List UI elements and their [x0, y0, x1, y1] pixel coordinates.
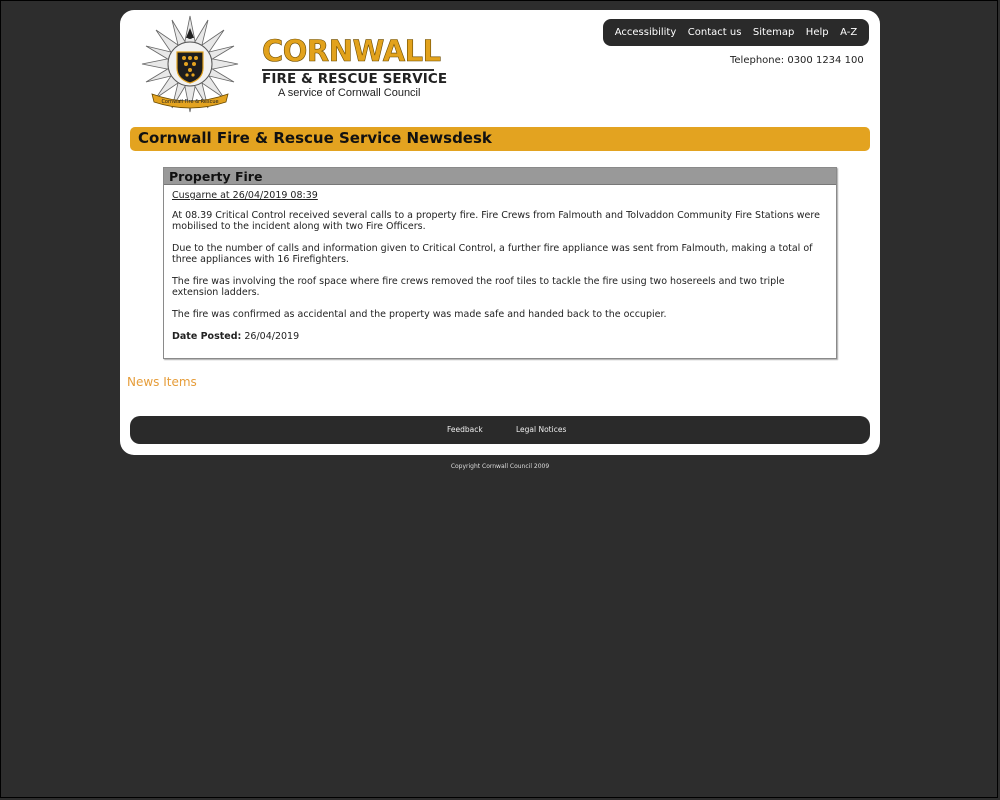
date-posted-value: 26/04/2019 [244, 331, 300, 342]
nav-sitemap-link[interactable]: Sitemap [752, 27, 795, 38]
top-navigation [603, 19, 869, 46]
page-card [120, 10, 880, 455]
article-paragraph: The fire was confirmed as accidental and the property was made safe and handed back to the occupier. [172, 309, 667, 320]
nav-help-link[interactable]: Help [805, 27, 829, 38]
date-posted-label: Date Posted: [172, 331, 242, 342]
logo-subtitle: FIRE & RESCUE SERVICE [262, 71, 448, 87]
article-paragraph: At 08.39 Critical Control received several calls to a property fire. Fire Crews from Falmouth and Tolvaddon Community Fire Stations were mobilised to the incident along with two Fire Officers. [172, 210, 820, 232]
copyright-notice: Copyright Cornwall Council 2009 [450, 463, 550, 470]
article-title: Property Fire [164, 168, 836, 185]
logo-tagline: A service of Cornwall Council [278, 87, 421, 99]
site-logo[interactable] [138, 13, 448, 113]
article-body [164, 185, 836, 342]
fire-service-badge-icon [138, 13, 242, 115]
article-paragraph: Due to the number of calls and information given to Critical Control, a further fire appliance was sent from Falmouth, making a total of three appliances with 16 Firefighters. [172, 243, 813, 265]
logo-title: CORNWALL [262, 34, 441, 68]
date-posted [172, 331, 828, 342]
nav-accessibility-link[interactable]: Accessibility [614, 27, 677, 38]
footer-bar [130, 416, 870, 444]
badge-ribbon-text: Cornwall Fire & Rescue [161, 99, 219, 105]
news-article [163, 167, 837, 359]
footer-feedback-link[interactable]: Feedback [447, 425, 483, 434]
footer-legal-notices-link[interactable]: Legal Notices [516, 425, 567, 434]
article-paragraph: The fire was involving the roof space where fire crews removed the roof tiles to tackle the fire using two hosereels and two triple extension ladders. [172, 276, 785, 298]
news-items-link[interactable]: News Items [127, 375, 197, 389]
telephone-number: Telephone: 0300 1234 100 [730, 55, 864, 66]
newsdesk-banner: Cornwall Fire & Rescue Service Newsdesk [130, 127, 870, 151]
nav-a-z-link[interactable]: A-Z [840, 27, 858, 38]
article-subtitle: Cusgarne at 26/04/2019 08:39 [172, 190, 318, 201]
nav-contact-us-link[interactable]: Contact us [687, 27, 742, 38]
